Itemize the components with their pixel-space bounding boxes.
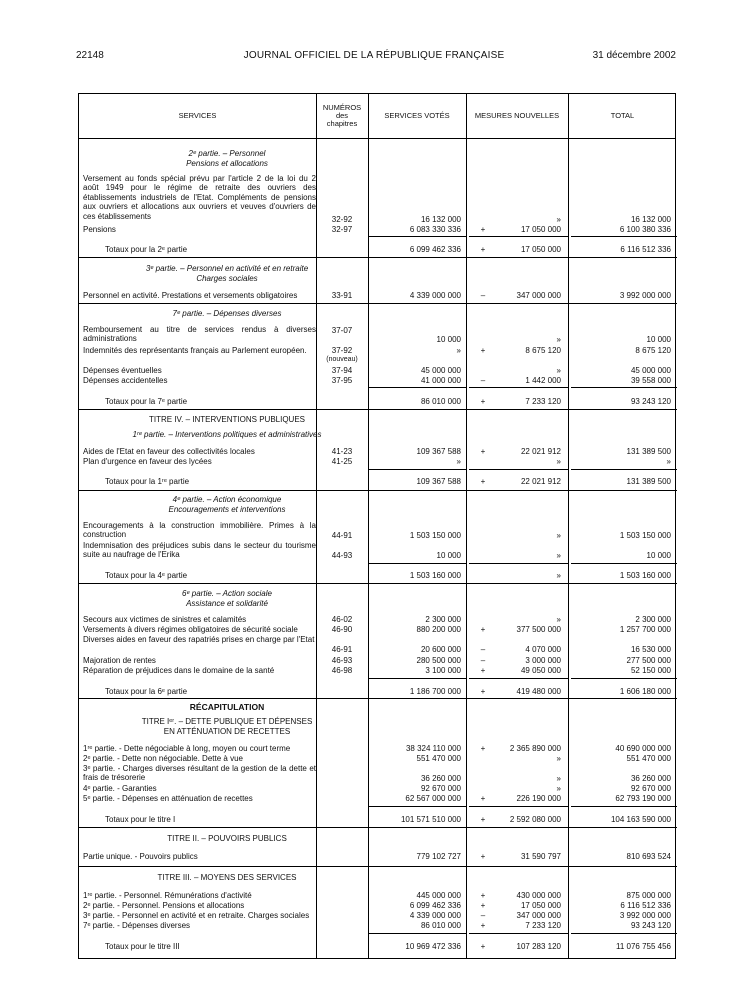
column-divider — [466, 94, 467, 958]
subtotal-rule — [469, 806, 568, 807]
title-heading: TITRE Iᵉʳ. – DETTE PUBLIQUE ET DÉPENSES EN ATTÉNUATION DE RECETTES — [141, 717, 313, 736]
subtotal-rule — [369, 678, 467, 679]
section-heading: 1ʳᵉ partie. – Interventions politiques et administratives — [132, 430, 322, 439]
subtotal-rule — [571, 236, 677, 237]
column-divider — [568, 94, 569, 958]
col-header-mesures-nouvelles: MESURES NOUVELLES — [474, 111, 560, 120]
col-header-total: TOTAL — [610, 111, 635, 120]
section-heading: 6ᵉ partie. – Action sociale Assistance et solidarité — [182, 589, 272, 608]
section-rule — [79, 257, 677, 258]
budget-table: SERVICES NUMÉROS des chapitres SERVICES VOTÉS MESURES NOUVELLES TOTAL 2ᵉ partie. – Personnel Pensions et allocations Versement au fonds spécial prévu par l'article 2 de la loi du 2 août 1949 pour le régime de retraite des ouvriers des établissements industriels de l'Etat. Compléments de pensions aux ouvriers et allocations aux ouvriers et veuves d'ouvriers de ces établissements 32-92 16 132 000 » 16 132 000 Pensions 32-97 6 083 330 336 + 17 050 000 6 100 380 336 Totaux pour la 2ᵉ partie 6 099 462 336 + 17 050 000 6 116 512 336 3ᵉ partie. – Personnel en activité et en retraite Charges sociales Personnel en activité. Prestations et versements obligatoires 33-91 4 339 000 000 – 347 000 000 3 992 000 000 7ᵉ partie. – Dépenses diverses Remboursement au titre de services rendus à diverses administrations 37-07 10 000 » 10 000 Indemnités des représentants français au Parlement européen. 37-92 » + 8 675 120 8 675 120 (nouveau) Dépenses éventuelles 37-94 45 000 000 » 45 000 000 Dépenses accidentelles 37-95 41 000 000 – 1 442 000 39 558 000 Totaux pour la 7ᵉ partie 86 010 000 + 7 233 120 93 243 120 TITRE IV. – INTERVENTIONS PUBLIQUES 1ʳᵉ partie. – Interventions politiques et administratives Aides de l'Etat en faveur des collectivités locales 41-23 109 367 588 + 22 021 912 131 389 500 Plan d'urgence en faveur des lycées 41-25 » » » Totaux pour la 1ʳᵉ partie 109 367 588 + 22 021 912 131 389 500 4ᵉ partie. – Action économique Encouragements et interventions Encouragements à la construction immobilière. Primes à la construction 44-91 1 503 150 000 » 1 503 150 000 Indemnisation des préjudices subis dans le secteur du tourisme suite au naufrage de l'Erika 44-93 10 000 » 10 000 Totaux pour la 4ᵉ partie 1 503 160 000 » 1 503 160 000 6ᵉ partie. – Action sociale Assistance et solidarité Secours aux victimes de sinistres et calamités 46-02 2 300 000 » 2 300 000 Versements à divers régimes obligatoires de sécurité sociale 46-90 880 200 000 + 377 500 000 1 257 700 000 Diverses aides en faveur des rapatriés prises en charge par l'Etat 46-91 20 600 000 – 4 070 000 16 530 000 Majoration de rentes 46-93 280 500 000 – 3 000 000 277 500 000 Réparation de préjudices dans le domaine de la santé 46-98 3 100 000 + 49 050 000 52 150 000 Totaux pour la 6ᵉ partie 1 186 700 000 + 419 480 000 1 606 180 000 RÉCAPITULATION TITRE Iᵉʳ. – DETTE PUBLIQUE ET DÉPENSES EN ATTÉNUATION DE RECETTES 1ʳᵉ partie. - Dette négociable à long, moyen ou court terme 38 324 110 000 + 2 365 890 000 40 690 000 000 2ᵉ partie. - Dette non négociable. Dette à vue 551 470 000 » 551 470 000 3ᵉ partie. - Charges diverses résultant de la gestion de la dette et frais de trésorerie 36 260 000 » 36 260 000 4ᵉ partie. - Garanties 92 670 000 » 92 670 000 5ᵉ partie. - Dépenses en atténuation de recettes 62 567 000 000 + 226 190 000 62 793 190 000 Totaux pour le titre I 101 571 510 000 + 2 592 080 000 104 163 590 000 TITRE II. – POUVOIRS PUBLICS Partie unique. - Pouvoirs publics 779 102 727 + 31 590 797 810 693 524 TITRE III. – MOYENS DES SERVICES 1ʳᵉ partie. - Personnel. Rémunérations d'activité 445 000 000 + 430 000 000 875 000 000 2ᵉ partie. - Personnel. Pensions et allocations 6 099 462 336 + 17 050 000 6 116 512 336 3ᵉ partie. - Personnel en activité et en retraite. Charges sociales 4 339 000 000 – 347 000 000 3 992 000 000 7ᵉ partie. - Dépenses diverses 86 010 000 + 7 233 120 93 243 120 Totaux pour le titre III 10 969 472 336 + 107 283 120 11 076 755 456 — [78, 93, 676, 959]
section-rule — [79, 409, 677, 410]
subtotal-rule — [469, 469, 568, 470]
subtotal-rule — [369, 387, 467, 388]
subtotal-rule — [571, 678, 677, 679]
subtotal-rule — [571, 563, 677, 564]
subtotal-rule — [369, 236, 467, 237]
subtotal-rule — [469, 387, 568, 388]
publication-date: 31 décembre 2002 — [592, 50, 676, 61]
section-rule — [79, 583, 677, 584]
col-header-chapitres: NUMÉROS des chapitres — [322, 103, 362, 128]
chapter-note: (nouveau) — [326, 356, 358, 363]
col-header-services-votes: SERVICES VOTÉS — [384, 111, 450, 120]
subtotal-rule — [369, 806, 467, 807]
section-rule — [79, 698, 677, 699]
section-rule — [79, 827, 677, 828]
page-header — [0, 50, 748, 64]
journal-title: JOURNAL OFFICIEL DE LA RÉPUBLIQUE FRANÇAISE — [243, 50, 505, 61]
section-heading: 7ᵉ partie. – Dépenses diverses — [172, 309, 282, 318]
subtotal-rule — [469, 563, 568, 564]
column-divider — [316, 94, 317, 958]
subtotal-rule — [469, 678, 568, 679]
header-rule — [79, 138, 675, 139]
subtotal-rule — [469, 933, 568, 934]
subtotal-rule — [571, 933, 677, 934]
title-heading: TITRE II. – POUVOIRS PUBLICS — [167, 834, 287, 843]
section-rule — [79, 866, 677, 867]
subtotal-rule — [369, 563, 467, 564]
title-heading: TITRE IV. – INTERVENTIONS PUBLIQUES — [148, 415, 306, 424]
subtotal-rule — [469, 236, 568, 237]
page-number: 22148 — [76, 50, 104, 61]
title-heading: TITRE III. – MOYENS DES SERVICES — [157, 873, 297, 882]
subtotal-rule — [369, 933, 467, 934]
subtotal-rule — [571, 469, 677, 470]
section-rule — [79, 490, 677, 491]
section-heading: 4ᵉ partie. – Action économique Encouragements et interventions — [168, 495, 286, 514]
recap-heading: RÉCAPITULATION — [189, 702, 265, 712]
subtotal-rule — [571, 387, 677, 388]
col-header-services: SERVICES — [178, 111, 217, 120]
section-heading: 3ᵉ partie. – Personnel en activité et en retraite Charges sociales — [145, 264, 309, 283]
section-rule — [79, 303, 677, 304]
subtotal-rule — [369, 469, 467, 470]
section-heading: 2ᵉ partie. – Personnel Pensions et allocations — [186, 149, 268, 168]
subtotal-rule — [571, 806, 677, 807]
